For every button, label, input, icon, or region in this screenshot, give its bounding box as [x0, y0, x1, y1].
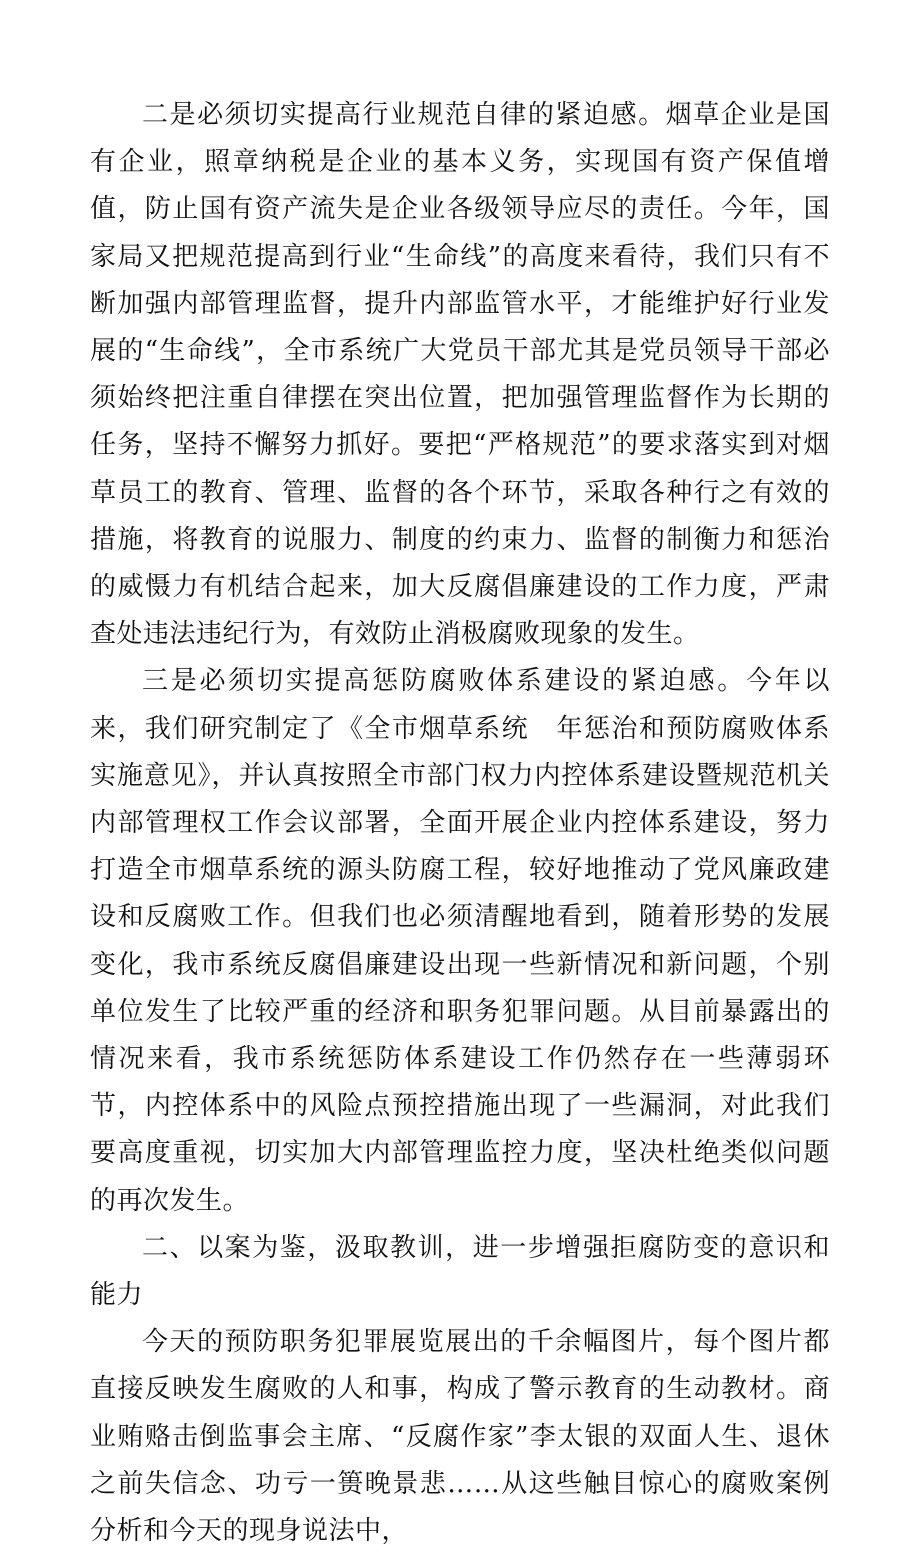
paragraph-industry-self-discipline: 二是必须切实提高行业规范自律的紧迫感。烟草企业是国有企业，照章纳税是企业的基本义务，实现国有资产保值增值，防止国有资产流失是企业各级领导应尽的责任。今年，国家局又把规范提高到行业“生命线”的高度来看待，我们只有不断加强内部管理监督，提升内部监管水平，才能维护好行业发展的“生命线”，全市系统广大党员干部尤其是党员领导干部必须始终把注重自律摆在突出位置，把加强管理监督作为长期的任务，坚持不懈努力抓好。要把“严格规范”的要求落实到对烟草员工的教育、管理、监督的各个环节，采取各种行之有效的措施，将教育的说服力、制度的约束力、监督的制衡力和惩治的威慑力有机结合起来，加大反腐倡廉建设的工作力度，严肃查处违法违纪行为，有效防止消极腐败现象的发生。 — [90, 100, 830, 650]
paragraph-exhibition: 今天的预防职务犯罪展览展出的千余幅图片，每个图片都直接反映发生腐败的人和事，构成了警示教育的生动教材。商业贿赂击倒监事会主席、“反腐作家”李太银的双面人生、退休之前失信念、功亏一篑晚景悲……从这些触目惊心的腐败案例分析和今天的现身说法中， — [90, 1327, 830, 1547]
document-page — [90, 92, 830, 1555]
section-heading-learn-from-cases: 二、以案为鉴，汲取教训，进一步增强拒腐防变的意识和能力 — [90, 1232, 830, 1311]
paragraph-anti-corruption-system: 三是必须切实提高惩防腐败体系建设的紧迫感。今年以来，我们研究制定了《全市烟草系统 年惩治和预防腐败体系实施意见》，并认真按照全市部门权力内控体系建设暨规范机关内部管理权工作会议部署，全面开展企业内控体系建设，努力打造全市烟草系统的源头防腐工程，较好地推动了党风廉政建设和反腐败工作。但我们也必须清醒地看到，随着形势的发展变化，我市系统反腐倡廉建设出现一些新情况和新问题，个别单位发生了比较严重的经济和职务犯罪问题。从目前暴露出的情况来看，我市系统惩防体系建设工作仍然存在一些薄弱环节，内控体系中的风险点预控措施出现了一些漏洞，对此我们要高度重视，切实加大内部管理监控力度，坚决杜绝类似问题的再次发生。 — [90, 666, 830, 1216]
